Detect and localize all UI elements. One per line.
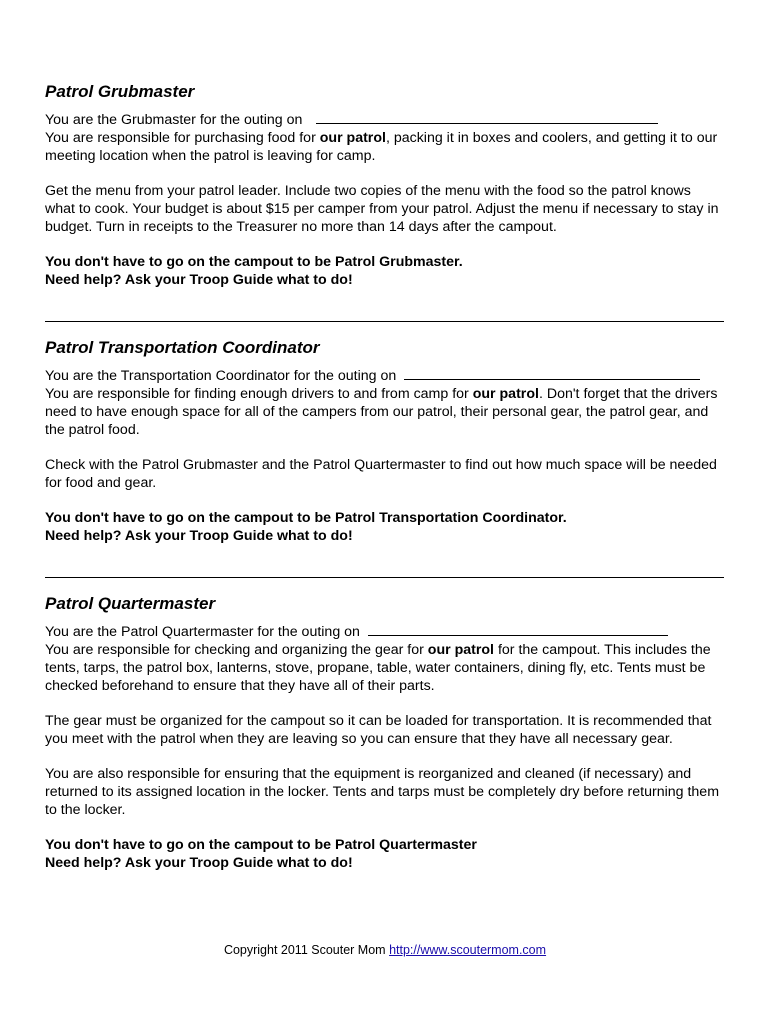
quartermaster-resp-post: for the campout. This includes the tents, tarps, the patrol box, lanterns, stove, propane, table, water containers, dining fly, etc. Tents must be checked beforehand to ensure that they have all of their parts.: [45, 642, 711, 694]
grubmaster-note-campout: You don't have to go on the campout to be Patrol Grubmaster.: [45, 254, 463, 270]
transportation-date-blank[interactable]: [404, 366, 700, 380]
copyright-text: Copyright 2011 Scouter Mom: [223, 943, 390, 957]
transportation-check-paragraph: Check with the Patrol Grubmaster and the Patrol Quartermaster to find out how much space will be needed for food and gear.: [45, 457, 717, 491]
transportation-note-campout: You don't have to go on the campout to be Patrol Transportation Coordinator.: [45, 510, 567, 526]
grubmaster-date-blank[interactable]: [316, 110, 658, 124]
quartermaster-responsibility: [45, 641, 724, 695]
quartermaster-note-campout: You don't have to go on the campout to be Patrol Quartermaster: [45, 837, 477, 853]
transportation-responsibility: [45, 385, 724, 439]
quartermaster-outing-line: [45, 622, 724, 641]
quartermaster-note-help: Need help? Ask your Troop Guide what to do!: [45, 855, 353, 871]
grubmaster-resp-pre: You are responsible for purchasing food for: [45, 130, 320, 146]
quartermaster-title: Patrol Quartermaster: [45, 594, 216, 613]
grubmaster-section: [45, 81, 724, 289]
grubmaster-note-help: Need help? Ask your Troop Guide what to do!: [45, 272, 353, 288]
quartermaster-date-blank[interactable]: [368, 622, 668, 636]
quartermaster-resp-bold: our patrol: [427, 642, 495, 658]
website-link[interactable]: http://www.scoutermom.com: [389, 943, 547, 957]
grubmaster-outing-label: You are the Grubmaster for the outing on: [45, 112, 303, 128]
quartermaster-cleanup-paragraph: You are also responsible for ensuring that the equipment is reorganized and cleaned (if necessary) and returned to its assigned location in the locker. Tents and tarps must be completely dry before returning them to the locker.: [45, 766, 720, 818]
transportation-resp-pre: You are responsible for finding enough drivers to and from camp for: [45, 386, 473, 402]
grubmaster-responsibility: [45, 129, 724, 165]
transportation-title: Patrol Transportation Coordinator: [45, 338, 320, 357]
quartermaster-outing-label: You are the Patrol Quartermaster for the outing on: [45, 624, 360, 640]
grubmaster-resp-post: , packing it in boxes and coolers, and getting it to our meeting location when the patrol is leaving for camp.: [45, 130, 718, 164]
quartermaster-section: [45, 593, 724, 872]
quartermaster-gear-paragraph: The gear must be organized for the campout so it can be loaded for transportation. It is recommended that you meet with the patrol when they are leaving so you can ensure that they have all necessary gear.: [45, 713, 712, 747]
transportation-section: [45, 337, 724, 545]
grubmaster-resp-bold: our patrol: [319, 130, 386, 146]
grubmaster-title: Patrol Grubmaster: [45, 82, 195, 101]
transportation-outing-line: [45, 366, 724, 385]
transportation-note-help: Need help? Ask your Troop Guide what to do!: [45, 528, 353, 544]
transportation-resp-post: . Don't forget that the drivers need to have enough space for all of the campers from our patrol, their personal gear, the patrol gear, and the patrol food.: [45, 386, 718, 438]
grubmaster-menu-paragraph: Get the menu from your patrol leader. Include two copies of the menu with the food so the patrol knows what to cook. Your budget is about $15 per camper from your patrol. Adjust the menu if necessary to stay in budget. Turn in receipts to the Treasurer no more than 14 days after the campout.: [45, 183, 719, 235]
footer: [0, 942, 770, 958]
transportation-resp-bold: our patrol: [472, 386, 539, 402]
quartermaster-resp-pre: You are responsible for checking and organizing the gear for: [45, 642, 428, 658]
grubmaster-outing-line: [45, 110, 724, 129]
transportation-outing-label: You are the Transportation Coordinator for the outing on: [45, 368, 397, 384]
